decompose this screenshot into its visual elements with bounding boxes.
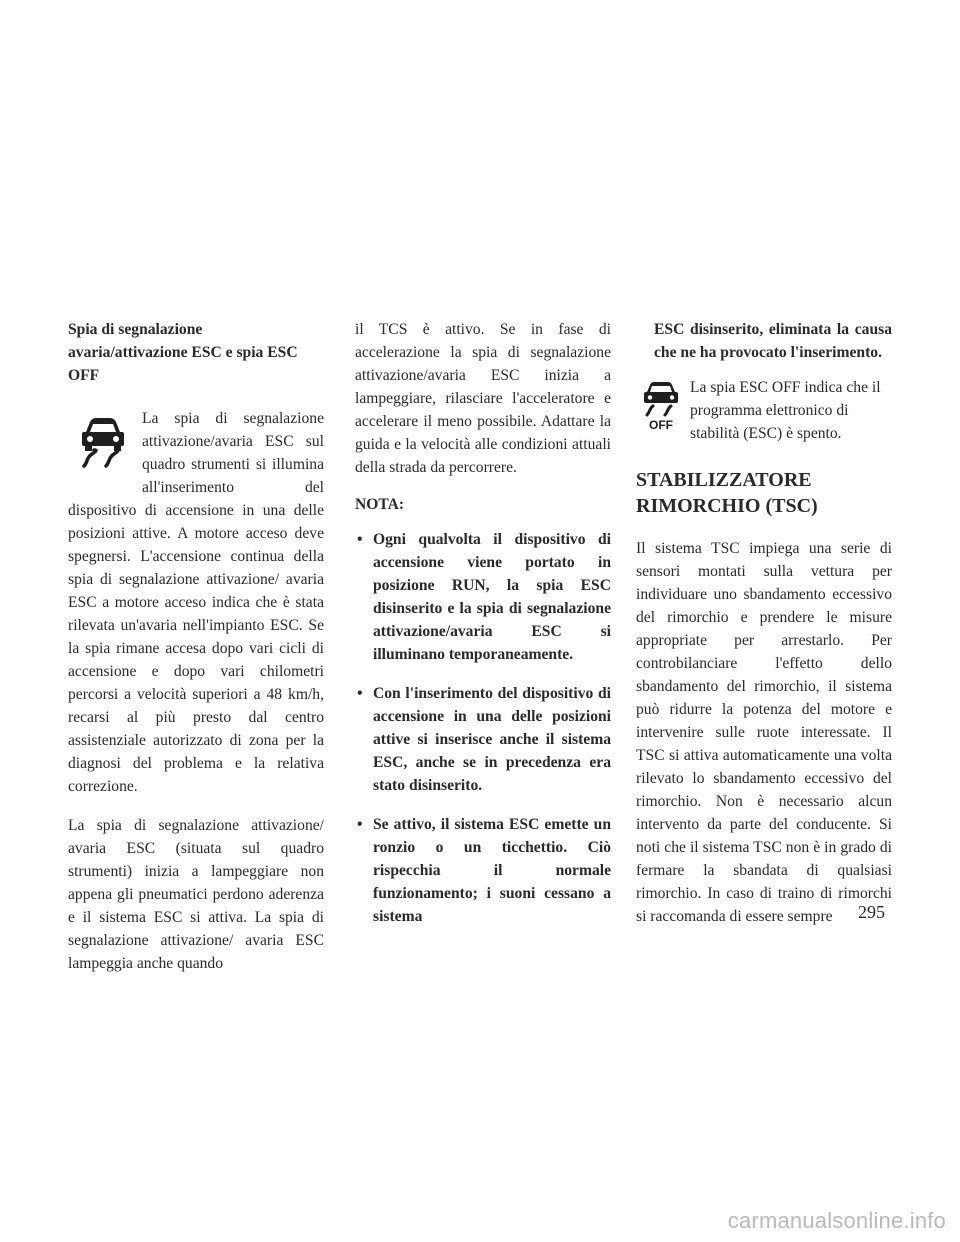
list-item-text: Ogni qualvolta il dispositivo di accensione viene portato in posizione RUN, la spia ESC disinserito e la spia di segnalazione attivazione/avaria ESC si illuminano temporaneamente. [373,531,611,663]
watermark: carmanualsonline.info [727,1208,946,1233]
note-list [355,528,611,928]
bullet-glyph: • [357,685,363,702]
list-item-text: Con l'inserimento del dispositivo di accensione in una delle posizioni attive si inserisce anche il sistema ESC, anche se in precedenza era stato disinserito. [373,685,611,794]
column-left [68,318,324,975]
esc-warning-icon [68,407,138,477]
bullet-glyph: • [357,816,363,833]
paragraph: La spia di segnalazione attivazione/avaria ESC sul quadro strumenti si illumina all'inserimento del dispositivo di accensione in una delle posizioni attive. A motore acceso deve spegnersi. L'accensione continua della spia di segnalazione attivazione/ avaria ESC a motore acceso indica che è stata rilevata un'avaria nell'impianto ESC. Se la spia rimane accesa dopo vari cicli di accensione e dopo vari chilometri percorsi a velocità superiori a 48 km/h, recarsi al più presto dal centro assistenziale autorizzato di zona per la diagnosi del problema e la relativa correzione. [68,410,324,795]
column-right [636,318,892,928]
page-number: 295 [858,902,885,922]
paragraph: La spia di segnalazione attivazione/ avaria ESC (situata sul quadro strumenti) inizia a lampeggiare non appena gli pneumatici perdono aderenza e il sistema ESC si attiva. La spia di segnalazione attivazione/ avaria ESC lampeggia anche quando [68,817,324,972]
esc-off-icon [636,376,686,436]
bullet-glyph: • [357,531,363,548]
paragraph: La spia ESC OFF indica che il programma elettronico di stabilità (ESC) è spento. [690,379,881,442]
paragraph: il TCS è attivo. Se in fase di accelerazione la spia di segnalazione attivazione/avaria ESC inizia a lampeggiare, rilasciare l'acceleratore e accelerare il meno possibile. Adattare la guida e la velocità alle condizioni attuali della strada da percorrere. [355,321,611,476]
list-item [355,682,611,797]
list-item [355,528,611,666]
list-item-text: Se attivo, il sistema ESC emette un ronzio o un ticchettio. Ciò rispecchia il normale funzionamento; i suoni cessano a sistema [373,816,611,925]
note-label: NOTA: [355,496,405,513]
subsection-heading: Spia di segnalazione avaria/attivazione ESC e spia ESC OFF [68,321,298,384]
list-item-continuation: ESC disinserito, eliminata la causa che ne ha provocato l'inserimento. [654,321,892,361]
list-item [355,813,611,928]
section-title: STABILIZZATORE RIMORCHIO (TSC) [636,469,818,517]
column-middle [355,318,611,944]
paragraph: Il sistema TSC impiega una serie di sensori montati sulla vettura per individuare uno sbandamento eccessivo del rimorchio e prendere le misure appropriate per arrestarlo. Per controbilanciare l'effetto dello sbandamento del rimorchio, il sistema può ridurre la potenza del motore e intervenire sulle ruote interessate. Il TSC si attiva automaticamente una volta rilevato lo sbandamento eccessivo del rimorchio. Non è necessario alcun intervento da parte del conducente. Si noti che il sistema TSC non è in grado di fermare la sbandata di qualsiasi rimorchio. In caso di traino di rimorchi si raccomanda di essere sempre [636,540,892,925]
icon-off-label: OFF [649,418,673,431]
